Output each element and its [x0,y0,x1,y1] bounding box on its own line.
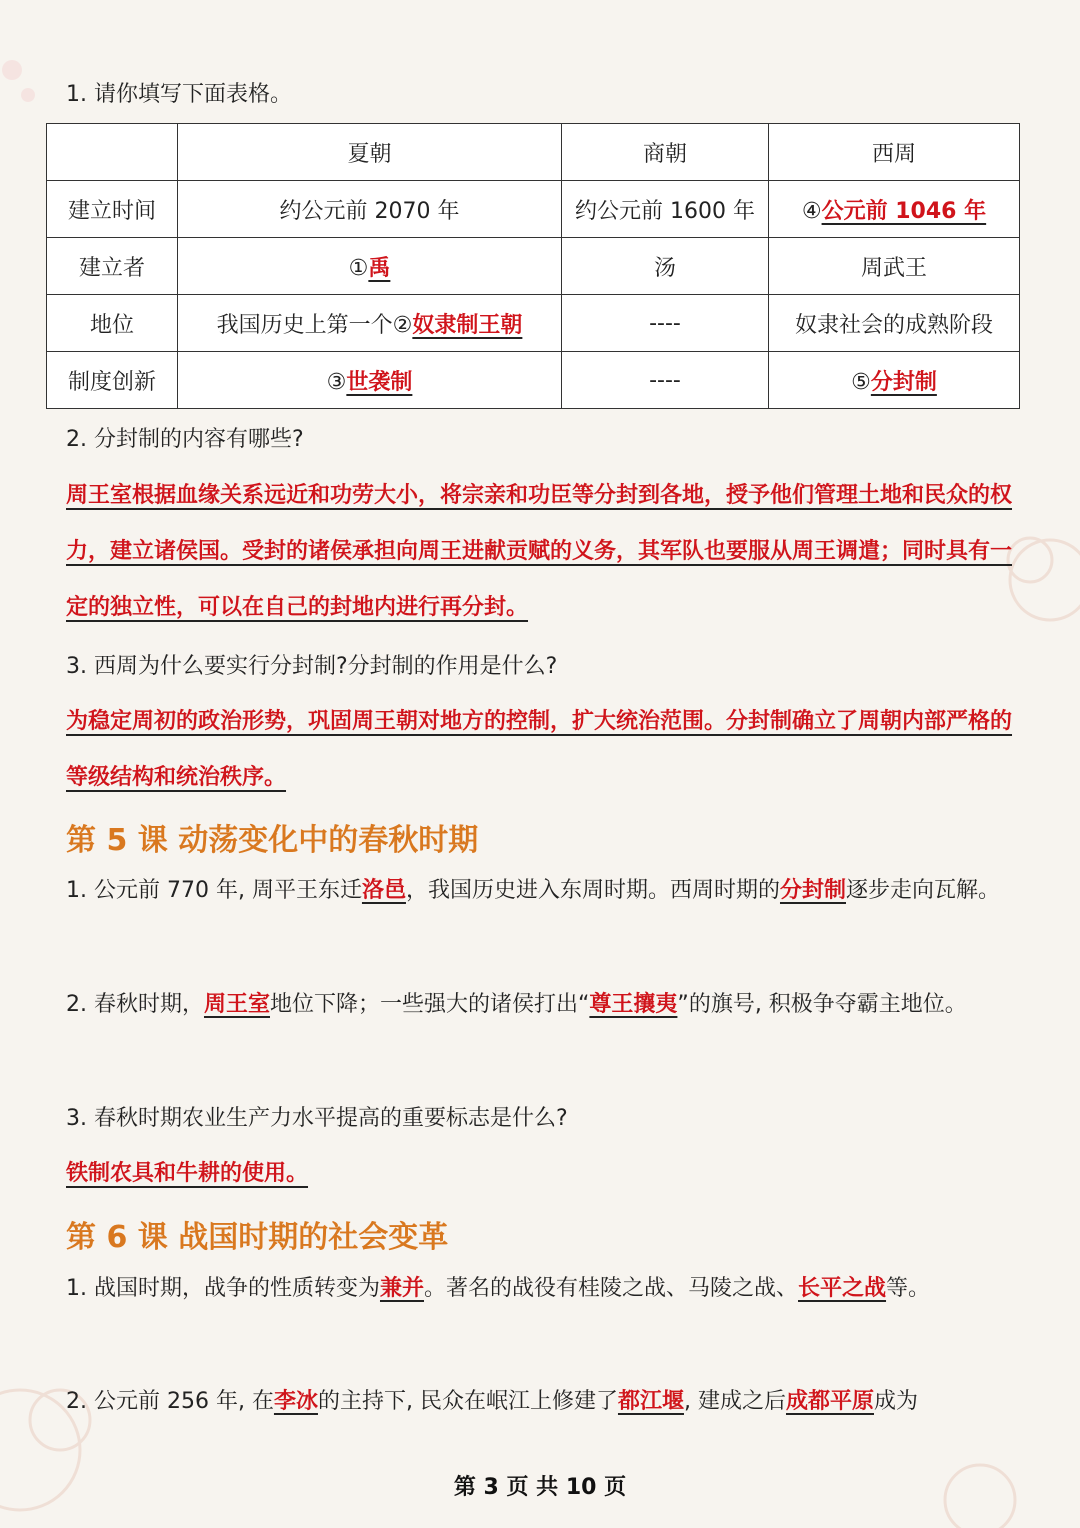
text: 1. 公元前 770 年, 周平王东迁 [66,878,362,903]
text: 。著名的战役有桂陵之战、马陵之战、 [424,1276,799,1301]
lesson-5-item-2 [66,976,1016,1033]
table-cell [769,181,1020,238]
table-header-cell: 西周 [769,124,1020,181]
answer-text: 成都平原 [785,1389,874,1414]
answer-text: 奴隶制王朝 [412,312,523,338]
lesson-5-answer-3: 铁制农具和牛耕的使用。 [66,1161,309,1186]
text: 等。 [886,1276,931,1301]
table-cell: 奴隶社会的成熟阶段 [769,295,1020,352]
answer-text: 世袭制 [346,369,413,395]
table-cell: ---- [562,295,769,352]
text: 的主持下, 民众在岷江上修建了 [317,1389,618,1414]
table-header-cell: 夏朝 [178,124,562,181]
answer-text: 都江堰 [617,1389,684,1414]
question-2: 2. 分封制的内容有哪些? [66,427,304,452]
answer-2: 周王室根据血缘关系远近和功劳大小，将宗亲和功臣等分封到各地，授予他们管理土地和民众的权力，建立诸侯国。受封的诸侯承担向周王进献贡赋的义务，其军队也要服从周王调遣；同时具有一定的独立性，可以在自己的封地内进行再分封。 [66,483,1013,620]
row-label: 建立时间 [47,181,178,238]
table-row [47,295,1020,352]
question-3: 3. 西周为什么要实行分封制?分封制的作用是什么? [66,654,558,679]
answer-text: 长平之战 [798,1276,887,1301]
lesson-6-title: 第 6 课 战国时期的社会变革 [66,1220,449,1255]
lesson-5-item-1 [66,862,1016,919]
text: ”的旗号, 积极争夺霸主地位。 [677,992,967,1017]
table-cell [178,352,562,409]
table-cell: 周武王 [769,238,1020,295]
answer-3: 为稳定周初的政治形势，巩固周王朝对地方的控制，扩大统治范围。分封制确立了周朝内部严格的等级结构和统治秩序。 [66,709,1013,790]
table-cell: 约公元前 2070 年 [178,181,562,238]
dynasty-table [46,123,1020,409]
cell-text: 我国历史上第一个② [216,312,413,338]
answer-text: 禹 [368,255,391,281]
text: ，我国历史进入东周时期。西周时期的 [405,878,780,903]
answer-text: 兼并 [379,1276,424,1301]
table-cell: 约公元前 1600 年 [562,181,769,238]
text: 地位下降；一些强大的诸侯打出“ [270,992,590,1017]
table-cell [769,352,1020,409]
table-header-row [47,124,1020,181]
answer-text: 分封制 [870,369,937,395]
table-row [47,352,1020,409]
page-number: 第 3 页 共 10 页 [453,1475,627,1500]
text: 成为 [874,1389,919,1414]
text: , 建成之后 [683,1389,786,1414]
answer-text: 公元前 1046 年 [821,198,987,224]
table-header-cell: 商朝 [562,124,769,181]
row-label: 地位 [47,295,178,352]
cell-prefix: ⑤ [851,369,871,395]
table-header-cell [47,124,178,181]
table-row [47,181,1020,238]
answer-text: 洛邑 [361,878,406,903]
answer-text: 李冰 [273,1389,318,1414]
answer-text: 分封制 [779,878,846,903]
table-cell: ---- [562,352,769,409]
lesson-5-title: 第 5 课 动荡变化中的春秋时期 [66,823,479,858]
table-cell [178,295,562,352]
lesson-6-item-1 [66,1260,1016,1317]
row-label: 建立者 [47,238,178,295]
lesson-5-question-3: 3. 春秋时期农业生产力水平提高的重要标志是什么? [66,1106,568,1131]
table-row [47,238,1020,295]
cell-prefix: ③ [326,369,347,395]
text: 2. 公元前 256 年, 在 [66,1389,274,1414]
text: 逐步走向瓦解。 [846,878,1001,903]
lesson-6-item-2 [66,1373,1016,1430]
cell-prefix: ④ [801,198,822,224]
cell-prefix: ① [348,255,369,281]
table-cell: 汤 [562,238,769,295]
row-label: 制度创新 [47,352,178,409]
question-1: 1. 请你填写下面表格。 [66,82,292,107]
table-cell [178,238,562,295]
text: 2. 春秋时期， [66,992,204,1017]
text: 1. 战国时期，战争的性质转变为 [66,1276,380,1301]
answer-text: 周王室 [203,992,270,1017]
answer-text: 尊王攘夷 [589,992,678,1017]
